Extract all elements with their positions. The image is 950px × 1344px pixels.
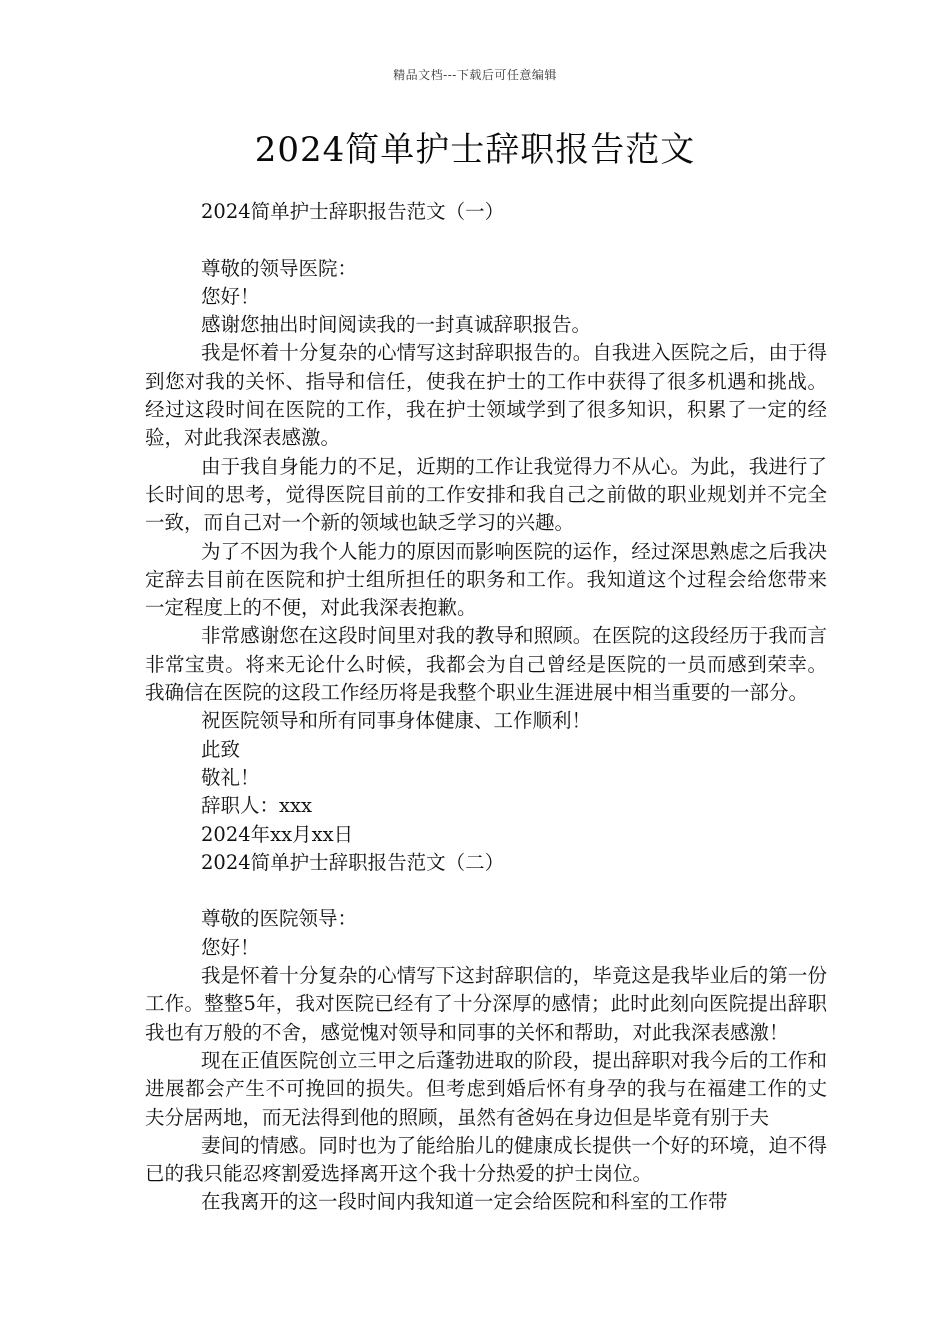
header-note: 精品文档---下载后可任意编辑 xyxy=(393,68,557,82)
spacer xyxy=(145,877,827,905)
paragraph: 我是怀着十分复杂的心情写下这封辞职信的，毕竟这是我毕业后的第一份工作。整整5年，我对医院已经有了十分深厚的感情；此时此刻向医院提出辞职我也有万般的不舍，感觉愧对领导和同事的关怀和帮助，对此我深表感激！ xyxy=(145,964,827,1044)
paragraph: 在我离开的这一段时间内我知道一定会给医院和科室的工作带 xyxy=(201,1190,728,1214)
wishes-line: 祝医院领导和所有同事身体健康、工作顺利！ xyxy=(201,709,592,733)
section-heading-2: 2024简单护士辞职报告范文（二） xyxy=(201,850,505,874)
closing-line: 此致 xyxy=(201,737,241,761)
date-line: 2024年xx月xx日 xyxy=(201,822,354,846)
salutation: 尊敬的医院领导： xyxy=(201,907,358,931)
spacer xyxy=(145,226,827,254)
paragraph: 现在正值医院创立三甲之后蓬勃进取的阶段，提出辞职对我今后的工作和进展都会产生不可挽回的损失。但考虑到婚后怀有身孕的我与在福建工作的丈夫分居两地，而无法得到他的照顾，虽然有爸妈在身边但是毕竟有别于夫 xyxy=(145,1048,827,1129)
document-title: 2024简单护士辞职报告范文 xyxy=(254,130,696,170)
salutation: 尊敬的领导医院： xyxy=(201,256,358,280)
greeting: 您好！ xyxy=(201,935,260,959)
closing-line: 敬礼！ xyxy=(201,765,260,789)
signer-line: 辞职人：xxx xyxy=(201,794,312,818)
paragraph: 由于我自身能力的不足，近期的工作让我觉得力不从心。为此，我进行了长时间的思考，觉得医院目前的工作安排和我自己之前做的职业规划并不完全一致，而自己对一个新的领域也缺乏学习的兴趣。 xyxy=(145,454,827,535)
paragraph: 非常感谢您在这段时间里对我的教导和照顾。在医院的这段经历于我而言非常宝贵。将来无论什么时候，我都会为自己曾经是医院的一员而感到荣幸。我确信在医院的这段工作经历将是我整个职业生涯进展中相当重要的一部分。 xyxy=(145,624,827,705)
paragraph: 我是怀着十分复杂的心情写这封辞职报告的。自我进入医院之后，由于得到您对我的关怀、指导和信任，使我在护士的工作中获得了很多机遇和挑战。经过这段时间在医院的工作，我在护士领域学到了很多知识，积累了一定的经验，对此我深表感激。 xyxy=(145,341,827,450)
paragraph: 为了不因为我个人能力的原因而影响医院的运作，经过深思熟虑之后我决定辞去目前在医院和护士组所担任的职务和工作。我知道这个过程会给您带来一定程度上的不便，对此我深表抱歉。 xyxy=(145,539,827,620)
greeting: 您好！ xyxy=(201,284,260,308)
paragraph: 妻间的情感。同时也为了能给胎儿的健康成长提供一个好的环境，迫不得已的我只能忍疼割爱选择离开这个我十分热爱的护士岗位。 xyxy=(145,1133,827,1186)
section-heading-1: 2024简单护士辞职报告范文（一） xyxy=(201,200,505,223)
intro-line: 感谢您抽出时间阅读我的一封真诚辞职报告。 xyxy=(201,313,592,337)
document-body xyxy=(145,198,827,1217)
